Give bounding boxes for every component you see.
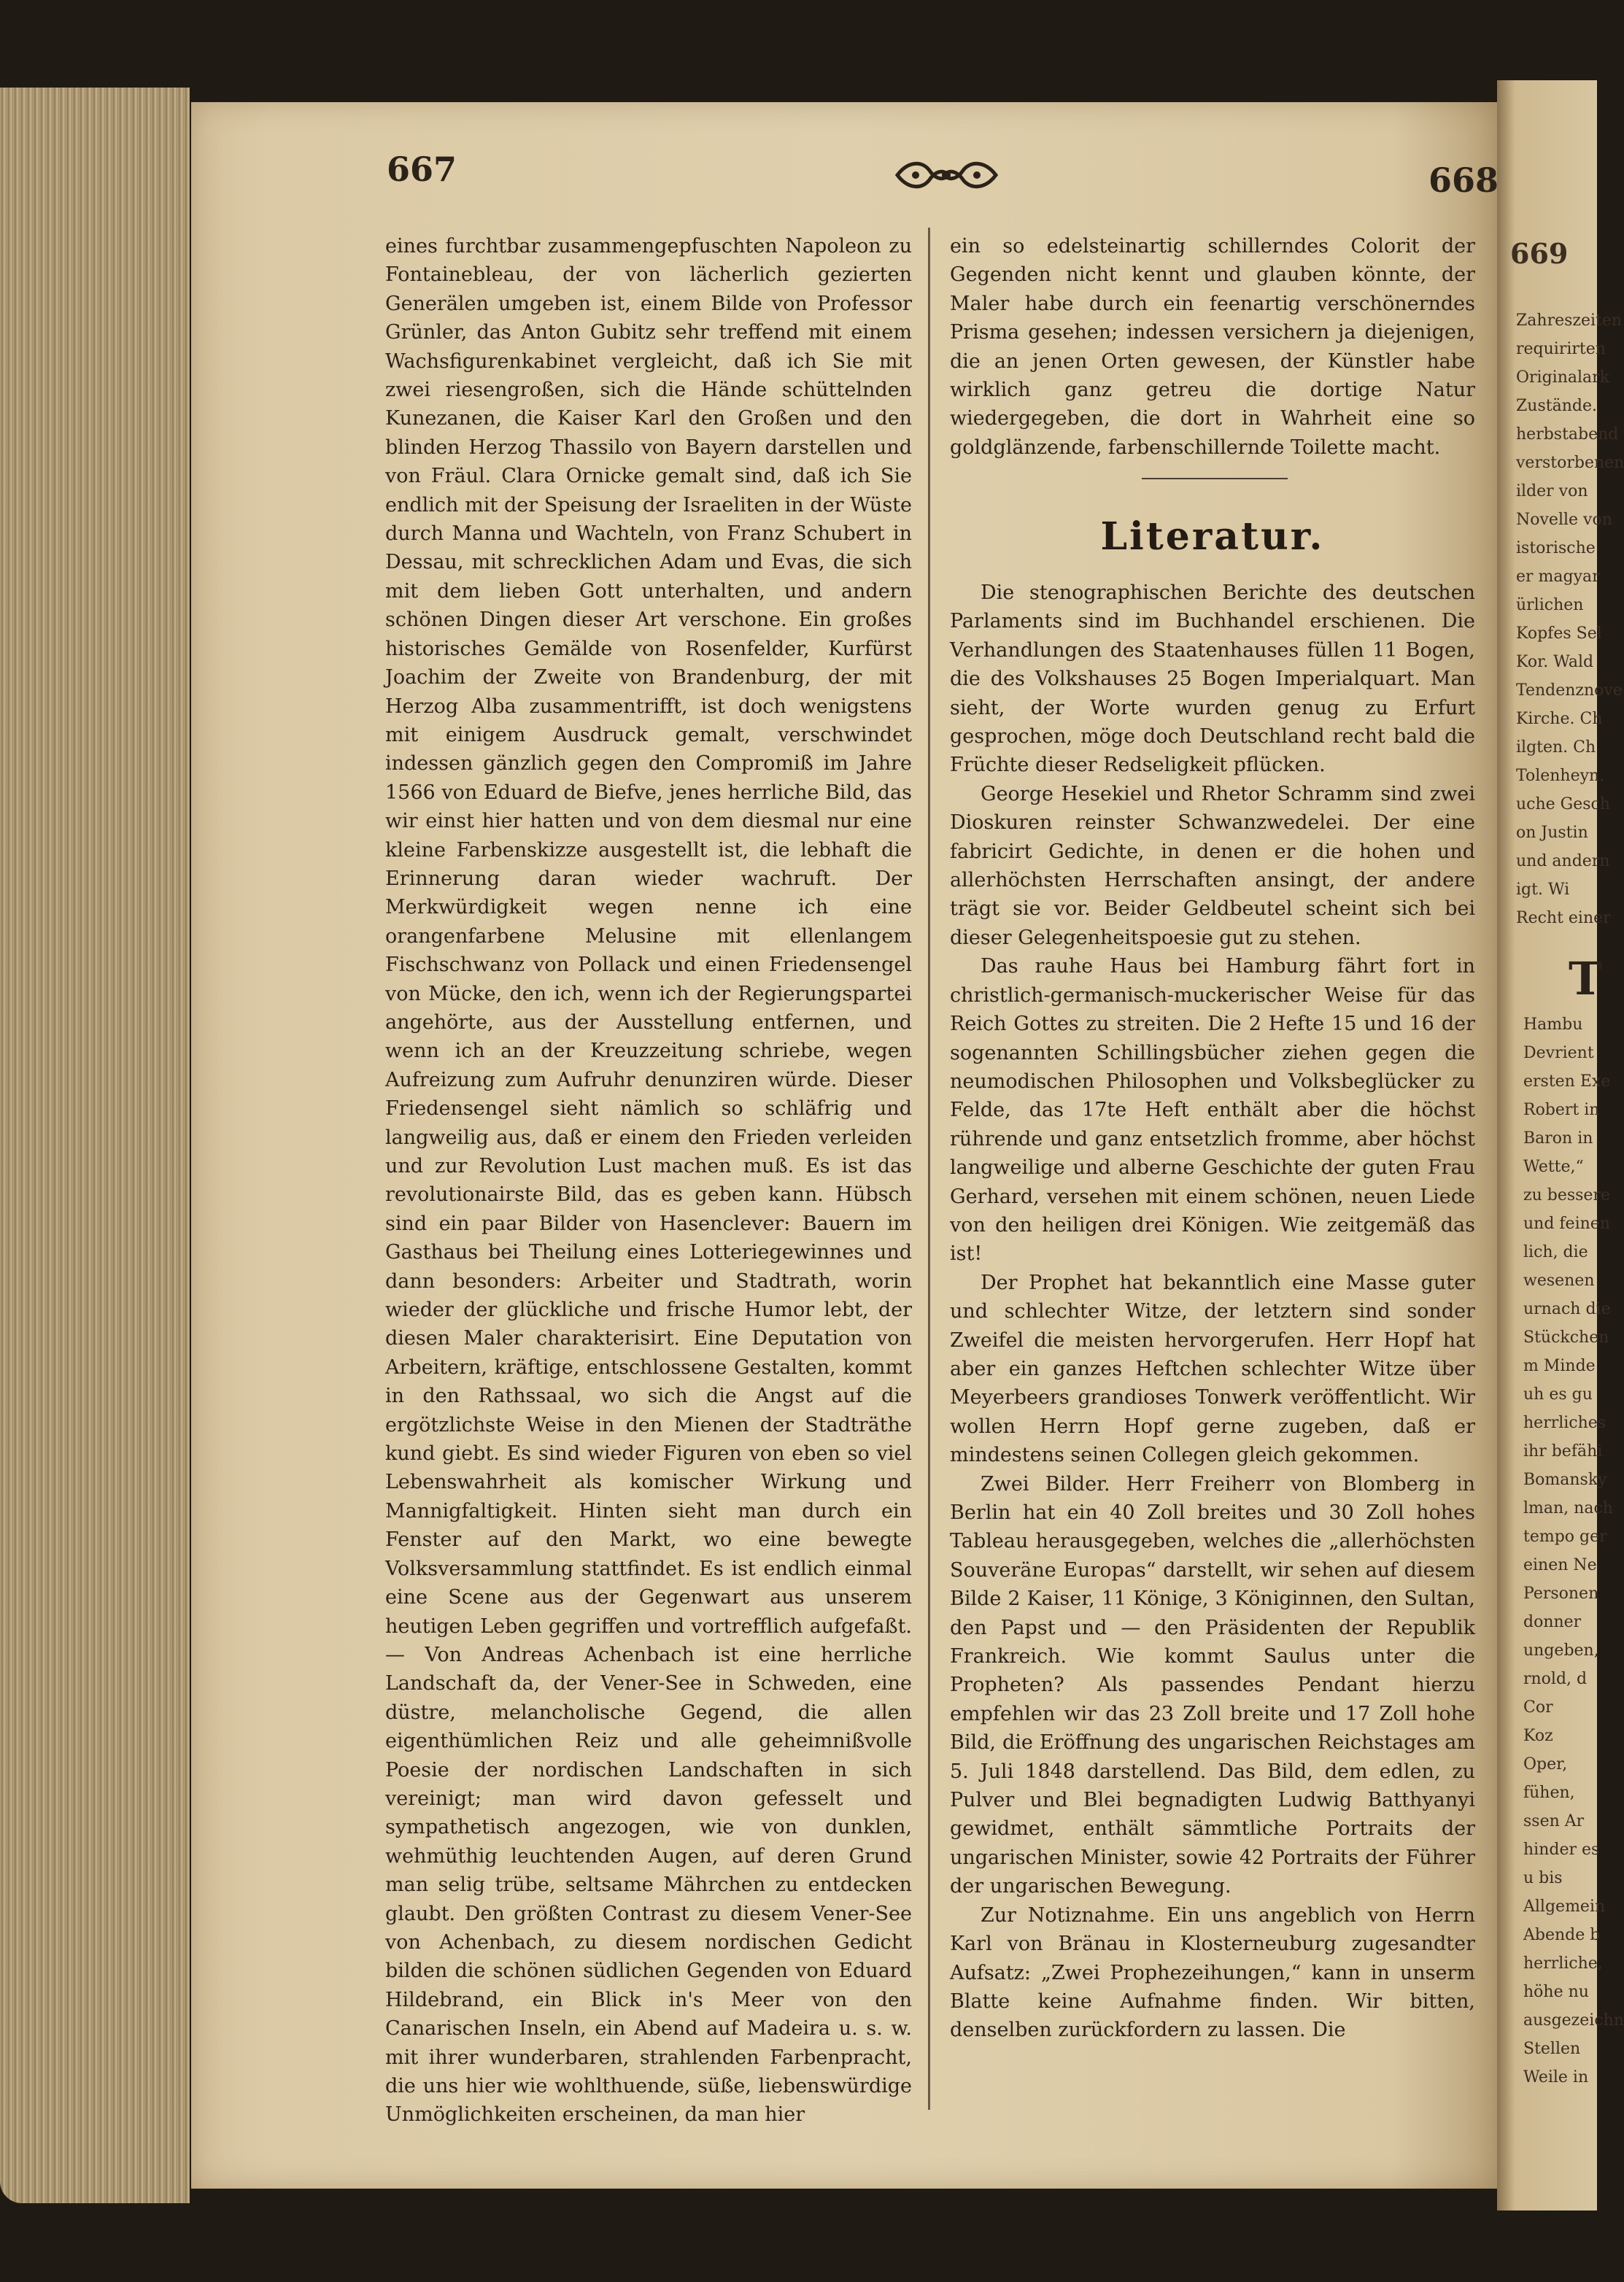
middle-column-top: [950, 232, 1475, 462]
section-separator: [1142, 478, 1288, 479]
facing-page-fragment: und andern: [1516, 852, 1610, 870]
facing-page-fragment: Kirche. Ch: [1516, 710, 1603, 728]
facing-page-fragment: verstorbenen: [1516, 454, 1624, 472]
facing-page-fragment: m Minde: [1523, 1357, 1596, 1375]
facing-page-fragment: lman, nach: [1523, 1499, 1613, 1517]
facing-page-fragment: Abende b: [1523, 1926, 1601, 1944]
facing-page-fragment: ilgten. Ch: [1516, 738, 1596, 757]
facing-page-fragment: igt. Wi: [1516, 881, 1570, 899]
literature-item: Zwei Bilder. Herr Freiherr von Blomberg in Berlin hat ein 40 Zoll breites und 30 Zoll hohes Tableau herausgegeben, welches die „allerhöchsten Souveräne Europas“ darstellt, wir sehen auf diesem Bilde 2 Kaiser, 11 Könige, 3 Königinnen, den Sultan, den Papst und — den Präsidenten der Republik Frankreich. Wie kommt Saulus unter die Propheten? Als passendes Pendant hierzu empfehlen wir das 23 Zoll breite und 17 Zoll hohe Bild, die Eröffnung des ungarischen Reichstages am 5. Juli 1848 darstellend. Das Bild, dem edlen, zu Pulver und Blei begnadigten Ludwig Batthyanyi gewidmet, enthält sämmtliche Portraits der ungarischen Minister, sowie 42 Portraits der Führer der ungarischen Bewegung.: [950, 1472, 1475, 1898]
facing-page-fragment: Personen: [1523, 1585, 1599, 1603]
facing-page-fragment: fühen,: [1523, 1784, 1575, 1802]
book-page-edge: [0, 88, 190, 2203]
page-number-right: 668: [1428, 160, 1499, 200]
facing-page-fragment: Zahreszeiten: [1516, 312, 1623, 330]
facing-page-fragment: Stellen: [1523, 2040, 1581, 2058]
facing-page-fragment: Baron in: [1523, 1129, 1593, 1148]
facing-page-fragment: er magyar: [1516, 568, 1600, 586]
literature-item: George Hesekiel und Rhetor Schramm sind zwei Dioskuren reinster Schwanzwedelei. Der eine fabricirt Gedichte, in denen er die hohen und allerhöchsten Herrschaften ansingt, der andere trägt sie vor. Beider Geldbeutel scheint sich bei dieser Gelegenheitspoesie gut zu stehen.: [950, 782, 1475, 949]
facing-page-fragment: Kor. Wald: [1516, 653, 1594, 671]
facing-page-fragment: Wette,“: [1523, 1158, 1584, 1176]
middle-column-paragraph: ein so edelsteinartig schillerndes Colorit der Gegenden nicht kennt und glauben könnte, der Maler habe durch ein feenartig verschönerndes Prisma gesehen; indessen versichern ja diejenigen, die an jenen Orten gewesen, der Künstler habe wirklich ganz getreu die dortige Natur wiedergegeben, die dort in Wahrheit eine so goldglänzende, farbenschillernde Toilette macht.: [950, 235, 1475, 459]
facing-page-fragment: ürlichen: [1516, 596, 1584, 614]
facing-page-fragment: Cor: [1523, 1698, 1553, 1717]
facing-page-fragment: tempo ger: [1523, 1528, 1607, 1546]
facing-page-fragment: herrliches: [1523, 1414, 1606, 1432]
facing-page-fragment: uche Gesch: [1516, 795, 1611, 813]
facing-page-fragment: einen Ne: [1523, 1556, 1597, 1574]
literature-item: Zur Notiznahme. Ein uns angeblich von Herrn Karl von Bränau in Klosterneuburg zugesandter Aufsatz: „Zwei Prophezeihungen,“ kann in unserm Blatte keine Aufnahme finden. Wir bitten, denselben zurückfordern zu lassen. Die: [950, 1903, 1475, 2042]
literature-item: Das rauhe Haus bei Hamburg fährt fort in christlich-germanisch-muckerischer Weise für das Reich Gottes zu streiten. Die 2 Hefte 15 und 16 der sogenannten Schillingsbücher ziehen gegen die neumodischen Philosophen und Volksbeglücker zu Felde, das 17te Heft enthält aber die höchst rührende und ganz entsetzlich fromme, aber höchst langweilige und alberne Geschichte der guten Frau Gerhard, versehen mit einem schönen, neuen Liede von den heiligen drei Königen. Wie zeitgemäß das ist!: [950, 955, 1475, 1266]
facing-page-fragment: ssen Ar: [1523, 1812, 1585, 1830]
facing-page-fragment: zu bessere: [1523, 1186, 1610, 1204]
left-column: [385, 232, 912, 2130]
facing-page-fragment: istorische: [1516, 539, 1596, 557]
facing-page-fragment: ihr befähi: [1523, 1442, 1603, 1461]
facing-page-fragment: Koz: [1523, 1727, 1553, 1745]
facing-page-fragment: herrliche,: [1523, 1954, 1603, 1973]
facing-page-fragment: Bomansky: [1523, 1471, 1607, 1489]
facing-page-fragment: Stückchen: [1523, 1328, 1609, 1347]
facing-page-fragment: Zustände.: [1516, 397, 1597, 415]
header-ornament-icon: [894, 157, 999, 193]
facing-page-fragments-top: [1516, 306, 1624, 932]
facing-page-fragment: Novelle von: [1516, 511, 1612, 529]
facing-page-fragment: on Justin: [1516, 824, 1588, 842]
middle-column-bottom: [950, 579, 1475, 2045]
facing-page-fragment: rnold, d: [1523, 1670, 1588, 1688]
facing-page-fragment: donner: [1523, 1613, 1582, 1631]
facing-page-fragment: Hambu: [1523, 1016, 1583, 1034]
page-number-left: 667: [387, 150, 457, 189]
facing-page-fragment: herbstabend: [1516, 425, 1619, 444]
facing-page-fragment: u bis: [1523, 1869, 1563, 1887]
facing-page-fragment: Recht einer: [1516, 909, 1611, 927]
facing-page-fragment: ilder von: [1516, 482, 1588, 500]
facing-page-fragments-bottom: [1523, 1010, 1624, 2092]
facing-page-fragment: ausgezeichn: [1523, 2011, 1624, 2030]
facing-page-fragment: Oper,: [1523, 1755, 1568, 1774]
facing-page-fragment: lich, die: [1523, 1243, 1588, 1261]
facing-page-fragment: und feinen: [1523, 1215, 1610, 1233]
facing-page-fragment: hinder es: [1523, 1841, 1600, 1859]
facing-page-fragment: höhe nu: [1523, 1983, 1589, 2001]
facing-page-fragment: Originalark: [1516, 368, 1609, 387]
facing-page-fragment: Robert in: [1523, 1101, 1600, 1119]
facing-page-fragment: Allgemein: [1523, 1898, 1606, 1916]
facing-page-fragment: Kopfes Sel: [1516, 624, 1602, 643]
facing-page-fragment: urnach die: [1523, 1300, 1611, 1318]
facing-page-initial: T: [1569, 952, 1603, 1005]
facing-page-fragment: ungeben,: [1523, 1641, 1599, 1660]
literature-item: Der Prophet hat bekanntlich eine Masse guter und schlechter Witze, der letztern sind sonder Zweifel die meisten hervorgerufen. Herr Hopf hat aber ein ganzes Heftchen schlechter Witze über Meyerbeers grandioses Tonwerk veröffentlicht. Wir wollen Herrn Hopf gerne zugeben, daß er mindestens seinen Collegen gleich gekommen.: [950, 1271, 1475, 1467]
facing-page-fragment: Tendenznove: [1516, 681, 1623, 700]
literature-item: Die stenographischen Berichte des deutschen Parlaments sind im Buchhandel erschienen. Die Verhandlungen des Staatenhauses füllen 11 Bogen, die des Volkshauses 25 Bogen Imperialquart. Man sieht, der Worte wurden genug zu Erfurt gesprochen, möge doch Deutschland recht bald die Früchte dieser Redseligkeit pflücken.: [950, 581, 1475, 777]
facing-page-fragment: Devrient: [1523, 1044, 1594, 1062]
facing-page-fragment: wesenen: [1523, 1272, 1595, 1290]
facing-page-fragment: Weile in: [1523, 2068, 1589, 2086]
facing-page-fragment: requirirten: [1516, 340, 1606, 358]
facing-page-number: 669: [1510, 237, 1569, 270]
section-title: Literatur.: [1100, 514, 1325, 559]
left-column-paragraph: eines furchtbar zusammengepfuschten Napoleon zu Fontainebleau, der von lächerlich gezierten Generälen umgeben ist, einem Bilde von Professor Grünler, das Anton Gubitz sehr treffend mit einem Wachsfigurenkabinet vergleicht, daß ich Sie mit zwei riesengroßen, sich die Hände schüttelnden Kunezanen, die Kaiser Karl den Großen und den blinden Herzog Thassilo von Bayern darstellen und von Fräul. Clara Ornicke gemalt sind, daß ich Sie endlich mit der Speisung der Israeliten in der Wüste durch Manna und Wachteln, von Franz Schubert in Dessau, mit schrecklichen Adam und Evas, die sich mit dem lieben Gott unterhalten, und andern schönen Dingen dieser Art verschone. Ein großes historisches Gemälde von Rosenfelder, Kurfürst Joachim der Zweite von Brandenburg, der mit Herzog Alba zusammentrifft, ist doch wenigstens mit einigem Ausdruck gemalt, verschwindet indessen gänzlich gegen den Compromiß im Jahre 1566 von Eduard de Biefve, jenes herrliche Bild, das wir einst hier hatten und von dem diesmal nur eine kleine Farbenskizze ausgestellt ist, die lebhaft die Erinnerung daran wieder wachruft. Der Merkwürdigkeit wegen nenne ich eine orangenfarbene Melusine mit ellenlangem Fischschwanz von Pollack und einen Friedensengel von Mücke, den ich, wenn ich der Regierungspartei angehörte, aus der Ausstellung entfernen, und wenn ich an der Kreuzzeitung schriebe, wegen Aufreizung zum Aufruhr denunziren würde. Dieser Friedensengel sieht nämlich so schläfrig und langweilig aus, daß er einem den Frieden verleiden und zur Revolution Lust machen muß. Es ist das revolutionairste Bild, das es geben kann. Hübsch sind ein paar Bilder von Hasenclever: Bauern im Gasthaus bei Theilung eines Lotteriegewinnes und dann besonders: Arbeiter und Stadtrath, worin wieder der glückliche und frische Humor lebt, der diesen Maler charakterisirt. Eine Deputation von Arbeitern, kräftige, entschlossene Gestalten, kommt in den Rathssaal, wo sich die Angst auf die ergötzlichste Weise in den Mienen der Stadträthe kund giebt. Es sind wieder Figuren von eben so viel Lebenswahrheit als komischer Wirkung und Mannigfaltigkeit. Hinten sieht man durch ein Fenster auf den Markt, wo eine bewegte Volksversammlung stattfindet. Es ist endlich einmal eine Scene aus der Gegenwart aus unserem heutigen Leben gegriffen und vortrefflich aufgefaßt. — Von Andreas Achenbach ist eine herrliche Landschaft da, der Vener-See in Schweden, eine düstre, melancholische Gegend, die allen eigenthümlichen Reiz und alle geheimnißvolle Poesie der nordischen Landschaften in sich vereinigt; man wird davon gefesselt und sympathetisch angezogen, wie von dunklen, wehmüthig leuchtenden Augen, auf deren Grund man selig trübe, seltsame Mährchen zu entdecken glaubt. Den größten Contrast zu diesem Vener-See von Achenbach, zu diesem nordischen Gedicht bilden die schönen südlichen Gegenden von Eduard Hildebrand, ein Blick in's Meer von den Canarischen Inseln, ein Abend auf Madeira u. s. w. mit ihrer wunderbaren, strahlenden Farbenpracht, die uns hier wie wohlthuende, süße, liebenswürdige Unmöglichkeiten erscheinen, da man hier: [385, 235, 912, 2127]
facing-page-fragment: Tolenheyn.: [1516, 767, 1605, 785]
facing-page-fragment: ersten Exe: [1523, 1072, 1611, 1091]
facing-page-fragment: uh es gu: [1523, 1385, 1593, 1404]
column-divider: [928, 228, 930, 2110]
